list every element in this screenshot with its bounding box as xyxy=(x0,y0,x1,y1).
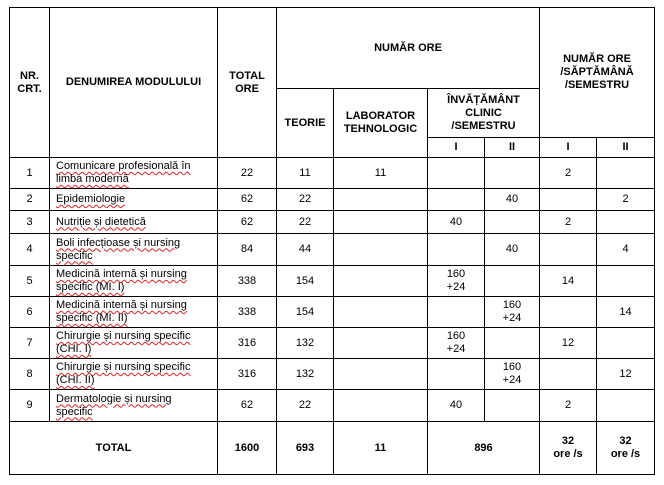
week-sem-ii: 2 xyxy=(597,189,655,211)
header-week-sem-ii: II xyxy=(597,138,655,158)
module-name xyxy=(50,297,218,328)
clinical-sem-i: 160 +24 xyxy=(428,328,485,359)
lab-hours xyxy=(334,266,428,297)
header-hours-group: NUMĂR ORE xyxy=(277,8,540,89)
theory-hours: 22 xyxy=(277,189,334,211)
header-clinical: ÎNVĂȚĂMÂNT CLINIC /SEMESTRU xyxy=(428,89,540,138)
header-clinical-sem-i: I xyxy=(428,138,485,158)
total-hours: 22 xyxy=(218,158,277,189)
theory-hours: 154 xyxy=(277,266,334,297)
module-name xyxy=(50,328,218,359)
module-name-text: Chirurgie și nursing specific (CHI. I) xyxy=(56,330,191,355)
week-sem-ii: 4 xyxy=(597,234,655,266)
header-total-hours: TOTAL ORE xyxy=(218,8,277,158)
header-module-name: DENUMIREA MODULULUI xyxy=(50,8,218,158)
clinical-sem-i: 40 xyxy=(428,211,485,234)
header-lab: LABORATOR TEHNOLOGIC xyxy=(334,89,428,158)
row-number: 8 xyxy=(10,359,50,390)
lab-hours xyxy=(334,359,428,390)
header-theory: TEORIE xyxy=(277,89,334,158)
header-week-sem-i: I xyxy=(540,138,597,158)
week-sem-i xyxy=(540,297,597,328)
table-row xyxy=(10,328,655,359)
total-hours: 84 xyxy=(218,234,277,266)
week-sem-ii: 12 xyxy=(597,359,655,390)
total-week-sem-ii: 32 ore /s xyxy=(597,422,655,475)
clinical-sem-ii xyxy=(485,158,540,189)
table-row xyxy=(10,266,655,297)
table-row xyxy=(10,234,655,266)
total-hours: 62 xyxy=(218,189,277,211)
total-theory-sum: 693 xyxy=(277,422,334,475)
module-name-text: Comunicare profesională în limba modernă xyxy=(56,160,191,185)
theory-hours: 132 xyxy=(277,328,334,359)
week-sem-i: 2 xyxy=(540,390,597,422)
week-sem-i: 2 xyxy=(540,211,597,234)
week-sem-i: 2 xyxy=(540,158,597,189)
theory-hours: 11 xyxy=(277,158,334,189)
clinical-sem-ii: 160 +24 xyxy=(485,297,540,328)
week-sem-i: 12 xyxy=(540,328,597,359)
module-name xyxy=(50,234,218,266)
module-name xyxy=(50,390,218,422)
module-name xyxy=(50,211,218,234)
week-sem-i xyxy=(540,234,597,266)
row-number: 9 xyxy=(10,390,50,422)
lab-hours xyxy=(334,390,428,422)
table-row xyxy=(10,211,655,234)
total-hours: 62 xyxy=(218,390,277,422)
module-name-text: Nutriție și dietetică xyxy=(56,215,146,228)
module-name-text: Dermatologie și nursing specific xyxy=(56,392,172,418)
week-sem-ii xyxy=(597,158,655,189)
clinical-sem-ii: 40 xyxy=(485,234,540,266)
header-row-1 xyxy=(10,8,655,89)
table-row xyxy=(10,359,655,390)
total-hours-sum: 1600 xyxy=(218,422,277,475)
total-label: TOTAL xyxy=(10,422,218,475)
row-number: 2 xyxy=(10,189,50,211)
week-sem-i xyxy=(540,189,597,211)
total-hours: 316 xyxy=(218,359,277,390)
clinical-sem-ii xyxy=(485,211,540,234)
total-clinical-sum: 896 xyxy=(428,422,540,475)
header-nr-crt: NR. CRT. xyxy=(10,8,50,158)
clinical-sem-ii: 40 xyxy=(485,189,540,211)
lab-hours xyxy=(334,189,428,211)
row-number: 4 xyxy=(10,234,50,266)
total-hours: 338 xyxy=(218,266,277,297)
theory-hours: 44 xyxy=(277,234,334,266)
clinical-sem-ii xyxy=(485,266,540,297)
module-name xyxy=(50,158,218,189)
module-name-text: Chirurgie și nursing specific (CHI. II) xyxy=(56,361,191,386)
week-sem-ii: 14 xyxy=(597,297,655,328)
clinical-sem-ii xyxy=(485,328,540,359)
row-number: 6 xyxy=(10,297,50,328)
clinical-sem-i xyxy=(428,234,485,266)
clinical-sem-i xyxy=(428,359,485,390)
table-row xyxy=(10,297,655,328)
week-sem-ii xyxy=(597,390,655,422)
total-hours: 62 xyxy=(218,211,277,234)
total-hours: 316 xyxy=(218,328,277,359)
week-sem-ii xyxy=(597,266,655,297)
week-sem-ii xyxy=(597,328,655,359)
lab-hours xyxy=(334,234,428,266)
theory-hours: 22 xyxy=(277,211,334,234)
header-clinical-sem-ii: II xyxy=(485,138,540,158)
table-row xyxy=(10,158,655,189)
clinical-sem-i: 160 +24 xyxy=(428,266,485,297)
table-row xyxy=(10,390,655,422)
table-row xyxy=(10,189,655,211)
total-week-sem-i: 32 ore /s xyxy=(540,422,597,475)
clinical-sem-i: 40 xyxy=(428,390,485,422)
header-week-semester-group: NUMĂR ORE /SĂPTĂMÂNĂ /SEMESTRU xyxy=(540,8,655,138)
lab-hours xyxy=(334,211,428,234)
row-number: 1 xyxy=(10,158,50,189)
module-name-text: Boli infecțioase și nursing specific xyxy=(56,236,181,262)
total-hours: 338 xyxy=(218,297,277,328)
total-row xyxy=(10,422,655,475)
clinical-sem-i xyxy=(428,189,485,211)
row-number: 7 xyxy=(10,328,50,359)
week-sem-i xyxy=(540,359,597,390)
module-name xyxy=(50,359,218,390)
total-lab-sum: 11 xyxy=(334,422,428,475)
theory-hours: 154 xyxy=(277,297,334,328)
module-name-text: Medicină internă și nursing specific (MI. II) xyxy=(56,299,187,324)
lab-hours xyxy=(334,297,428,328)
row-number: 3 xyxy=(10,211,50,234)
theory-hours: 132 xyxy=(277,359,334,390)
module-name-text: Medicină internă și nursing specific (MI. I) xyxy=(56,268,187,293)
clinical-sem-ii: 160 +24 xyxy=(485,359,540,390)
clinical-sem-i xyxy=(428,158,485,189)
week-sem-i: 14 xyxy=(540,266,597,297)
theory-hours: 22 xyxy=(277,390,334,422)
module-name xyxy=(50,189,218,211)
clinical-sem-i xyxy=(428,297,485,328)
week-sem-ii xyxy=(597,211,655,234)
module-name-text: Epidemiologie xyxy=(56,193,126,205)
clinical-sem-ii xyxy=(485,390,540,422)
lab-hours: 11 xyxy=(334,158,428,189)
curriculum-table xyxy=(9,7,655,475)
module-name xyxy=(50,266,218,297)
row-number: 5 xyxy=(10,266,50,297)
lab-hours xyxy=(334,328,428,359)
